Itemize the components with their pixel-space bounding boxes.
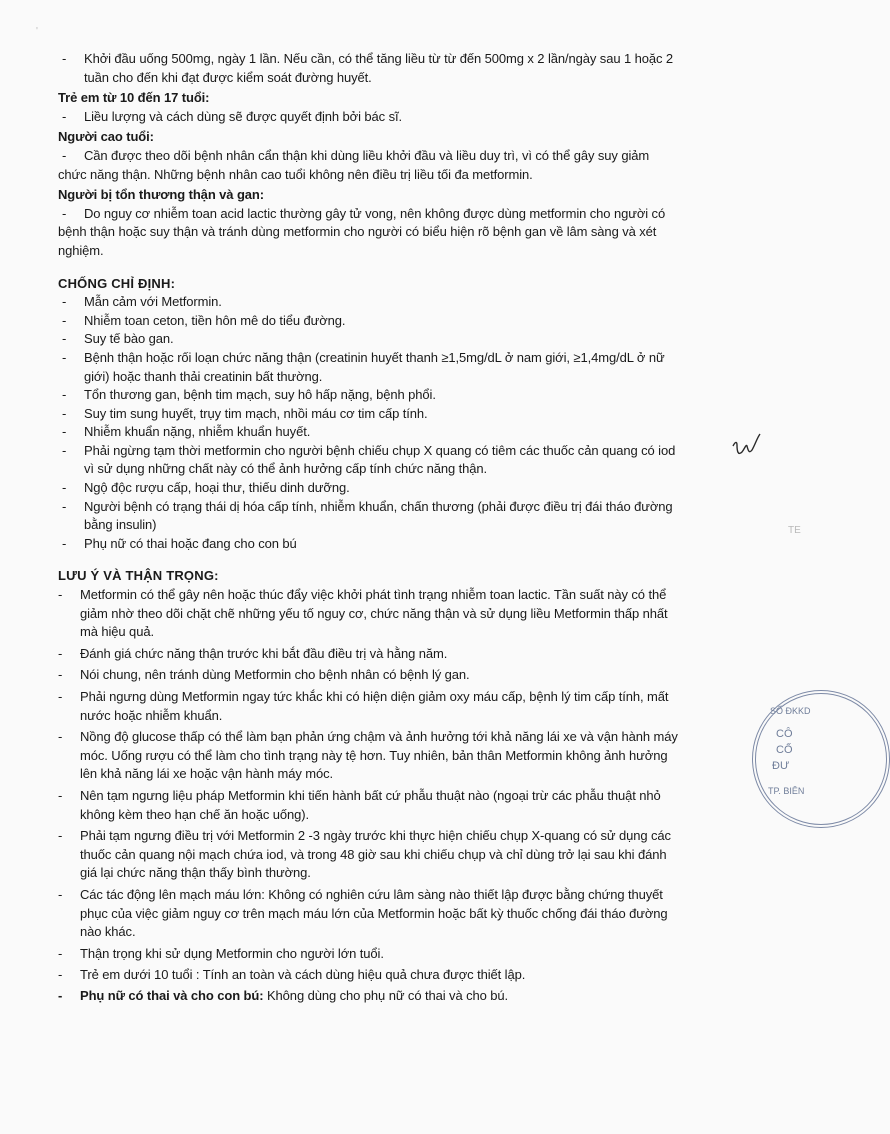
bullet-dash: - [58, 587, 63, 603]
text-line: Nên tạm ngưng liệu pháp Metformin khi tiến hành bất cứ phẫu thuật nào (ngoại trừ các phẫu thuật nhỏ [80, 787, 661, 803]
bullet-dash: - [58, 828, 63, 844]
text-line: Nồng độ glucose thấp có thể làm bạn phản ứng chậm và ảnh hưởng tới khả năng lái xe và vận hành máy [80, 729, 678, 745]
bullet-dash: - [62, 108, 67, 124]
text-line: Phải ngừng tạm thời metformin cho người bệnh chiếu chụp X quang có tiêm các thuốc cản quang có iod [84, 442, 676, 458]
contraindication-item [58, 330, 748, 349]
text-line: Suy tế bào gan. [84, 331, 174, 347]
contraindication-item [58, 479, 748, 498]
contraindications-heading: CHỐNG CHỈ ĐỊNH: [58, 275, 176, 291]
text-line: Liều lượng và cách dùng sẽ được quyết định bởi bác sĩ. [84, 108, 402, 124]
text-line: Suy tim sung huyết, trụy tim mạch, nhồi máu cơ tim cấp tính. [84, 405, 428, 421]
bullet-dash: - [62, 442, 67, 458]
bullet-dash: - [62, 51, 67, 66]
text-line: Nhiễm toan ceton, tiền hôn mê do tiểu đường. [84, 312, 346, 328]
bullet-dash: - [58, 945, 63, 961]
bullet-dash: - [62, 331, 67, 347]
text-line: Metformin có thể gây nên hoặc thúc đẩy việc khởi phát tình trạng nhiễm toan lactic. Tần suất này có thể [80, 587, 667, 603]
precaution-item [58, 645, 748, 664]
children-dose-item [58, 108, 748, 127]
contraindication-item [58, 312, 748, 331]
text-line: Phải ngưng dùng Metformin ngay tức khắc khi có hiện diện giảm oxy máu cấp, bệnh lý tim cấp tính, mất [80, 689, 669, 704]
text-line: Người bệnh có trạng thái dị hóa cấp tính, nhiễm khuẩn, chấn thương (phải được điều trị đái tháo đường [84, 498, 673, 514]
text-line: Phải tạm ngưng điều trị với Metformin 2 -3 ngày trước khi thực hiện chiếu chụp X-quang có sử dụng các [80, 828, 671, 844]
bullet-dash: - [62, 349, 67, 365]
bullet-dash: - [58, 886, 63, 902]
bullet-dash: - [62, 424, 67, 440]
text-line: Nhiễm khuẩn nặng, nhiễm khuẩn huyết. [84, 424, 311, 440]
text-line: Khởi đầu uống 500mg, ngày 1 lần. Nếu cần, có thể tăng liều từ từ đến 500mg x 2 lần/ngày sau 1 hoặc 2 [84, 51, 674, 66]
precautions-list [58, 586, 748, 985]
text-line: chức năng thận. Những bệnh nhân cao tuổi không nên điều trị liều tối đa metformin. [58, 166, 533, 182]
pregnancy-text: Không dùng cho phụ nữ có thai và cho bú. [263, 987, 509, 1003]
contraindication-item [58, 386, 748, 405]
contraindication-item [58, 535, 748, 554]
text-line: Nói chung, nên tránh dùng Metformin cho bệnh nhân có bệnh lý gan. [80, 667, 470, 683]
text-line: Ngộ độc rượu cấp, hoại thư, thiếu dinh dưỡng. [84, 480, 350, 496]
stamp-text-line: CỐ [776, 744, 793, 756]
text-line [80, 987, 748, 1006]
text-line: Phụ nữ có thai hoặc đang cho con bú [84, 535, 297, 551]
text-line: Tổn thương gan, bệnh tim mạch, suy hô hấp nặng, bệnh phổi. [84, 387, 436, 403]
bullet-dash: - [58, 689, 63, 704]
text-line: tuần cho đến khi đạt được kiểm soát đường huyết. [84, 69, 372, 85]
contraindication-item [58, 405, 748, 424]
pregnancy-label: Phụ nữ có thai và cho con bú: [80, 987, 264, 1003]
precaution-item [58, 787, 748, 824]
precaution-item [58, 827, 748, 883]
document-body [58, 50, 748, 1006]
bullet-dash: - [58, 729, 63, 745]
precaution-item [58, 586, 748, 642]
contraindication-item [58, 442, 748, 479]
precaution-item [58, 688, 748, 725]
stamp-text-line: CÔ [776, 728, 793, 740]
children-heading: Trẻ em từ 10 đến 17 tuổi: [58, 90, 210, 106]
renal-hepatic-item [58, 205, 748, 224]
text-line: Do nguy cơ nhiễm toan acid lactic thường gây tử vong, nên không được dùng metformin cho người có [84, 205, 666, 221]
precaution-item [58, 728, 748, 784]
text-line: vì sử dụng những chất này có thể ảnh hưởng cấp tính chức năng thận. [84, 461, 488, 477]
bullet-dash: - [62, 498, 67, 514]
text-line: lên khả năng lái xe hoặc vận hành máy móc. [80, 766, 334, 782]
text-line: Bệnh thận hoặc rối loạn chức năng thận (creatinin huyết thanh ≥1,5mg/dL ở nam giới, ≥1,4mg/dL ở nữ [84, 349, 665, 365]
bullet-dash: - [62, 312, 67, 328]
adult-dose-item [58, 50, 748, 87]
renal-hepatic-heading: Người bị tổn thương thận và gan: [58, 187, 264, 203]
text-line: Mẫn cảm với Metformin. [84, 294, 222, 310]
bullet-dash: - [62, 405, 67, 421]
text-line: không kèm theo hạn chế ăn hoặc uống). [80, 806, 310, 822]
text-line: giá lại chức năng thận thấy bình thường. [80, 865, 311, 881]
pregnancy-precaution-item [58, 987, 748, 1006]
text-line: móc. Uống rượu có thể làm cho tình trạng này tệ hơn. Tuy nhiên, bản thân Metformin không ảnh hưởng [80, 747, 668, 763]
bullet-dash: - [58, 787, 63, 803]
bullet-dash: - [58, 967, 63, 983]
bullet-dash: - [62, 535, 67, 551]
text-line: nào khác. [80, 924, 136, 940]
bullet-dash: - [58, 667, 63, 683]
precaution-item [58, 966, 748, 985]
text-line: giới) hoặc thanh thải creatinin bất thường. [84, 368, 323, 384]
stamp-rim-text: TP. BIÊN [768, 786, 805, 796]
scan-speck: ' [36, 26, 38, 37]
text-line: bệnh thận hoặc suy thận và tránh dùng metformin cho người có biểu hiện rõ bệnh gan về lâm sàng và xét [58, 224, 657, 240]
text-line: Các tác động lên mạch máu lớn: Không có nghiên cứu lâm sàng nào thiết lập được bằng chứng thuyết [80, 886, 663, 902]
bullet-dash: - [62, 480, 67, 496]
bullet-dash: - [62, 294, 67, 310]
bullet-dash: - [62, 205, 67, 221]
bullet-dash: - [62, 147, 67, 163]
text-line: Cần được theo dõi bệnh nhân cẩn thận khi dùng liều khởi đầu và liều duy trì, vì có thể gây suy giảm [84, 147, 650, 163]
precaution-item [58, 945, 748, 964]
precautions-heading: LƯU Ý VÀ THẬN TRỌNG: [58, 568, 219, 584]
text-line: Đánh giá chức năng thận trước khi bắt đầu điều trị và hằng năm. [80, 645, 448, 661]
elderly-heading: Người cao tuổi: [58, 129, 154, 145]
bullet-dash: - [62, 387, 67, 403]
company-seal-stamp [752, 690, 890, 828]
text-line: mà hiệu quả. [80, 624, 154, 640]
bullet-dash: - [58, 645, 63, 661]
stamp-text-line: ĐƯ [772, 760, 790, 772]
text-line: Trẻ em dưới 10 tuổi : Tính an toàn và cách dùng hiệu quả chưa được thiết lập. [80, 967, 526, 983]
contraindication-item [58, 293, 748, 312]
text-line: phục của việc giảm nguy cơ trên mạch máu lớn của Metformin hoặc bất kỳ thuốc chống đái tháo đường [80, 905, 668, 921]
contraindication-item [58, 498, 748, 535]
contraindication-item [58, 349, 748, 386]
text-line: nước hoặc nhiễm khuẩn. [80, 707, 223, 723]
elderly-dose-item [58, 147, 748, 166]
contraindication-item [58, 423, 748, 442]
bullet-dash: - [58, 987, 63, 1003]
contraindications-list [58, 293, 748, 553]
text-line: Thận trọng khi sử dụng Metformin cho người lớn tuổi. [80, 945, 384, 961]
text-line: thuốc cản quang nội mạch chứa iod, và trong 48 giờ sau khi chiếu chụp và chỉ dùng trở lại sau khi đánh [80, 846, 667, 862]
handwritten-initial-mark [730, 432, 764, 462]
precaution-item [58, 886, 748, 942]
text-line: nghiệm. [58, 242, 104, 258]
stamp-top-text: SỐ ĐKKD [770, 706, 811, 716]
precaution-item [58, 666, 748, 685]
edge-text-fragment: TE [788, 525, 801, 536]
text-line: bằng insulin) [84, 517, 157, 533]
text-line: giảm nhờ theo dõi chặt chẽ những yếu tố nguy cơ, chức năng thận và sử dụng liều Metformin thấp nhất [80, 605, 668, 621]
